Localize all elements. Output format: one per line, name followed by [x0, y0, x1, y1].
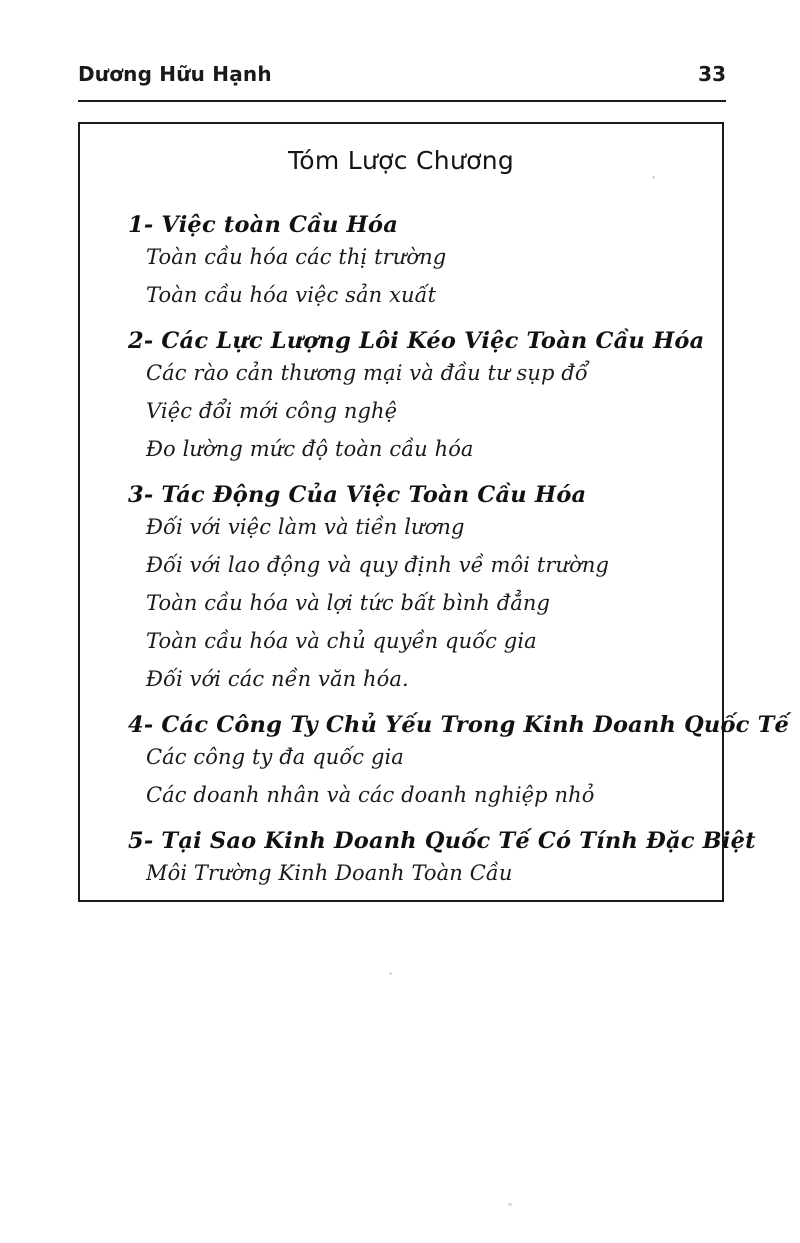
outline-item: Đo lường mức độ toàn cầu hóa — [146, 437, 474, 462]
outline-item: Môi Trường Kinh Doanh Toàn Cầu — [146, 861, 513, 886]
outline-item: Toàn cầu hóa việc sản xuất — [146, 283, 437, 308]
summary-title: Tóm Lược Chương — [287, 146, 515, 175]
scan-speckle — [389, 972, 392, 975]
outline-section-heading: 5- Tại Sao Kinh Doanh Quốc Tế Có Tính Đặc Biệt — [128, 828, 756, 855]
outline-section — [128, 212, 698, 312]
running-head-author: Dương Hữu Hạnh — [78, 62, 272, 86]
outline-section — [128, 816, 756, 890]
chapter-summary-box — [78, 122, 790, 902]
running-head — [78, 62, 726, 102]
scan-speckle — [652, 176, 655, 179]
outline-item: Các rào cản thương mại và đầu tư sụp đổ — [146, 361, 588, 386]
outline-section-heading: 2- Các Lực Lượng Lôi Kéo Việc Toàn Cầu Hóa — [128, 328, 705, 355]
outline-item: Toàn cầu hóa và chủ quyền quốc gia — [146, 629, 537, 654]
header-rule — [78, 100, 726, 102]
outline-item: Toàn cầu hóa các thị trường — [146, 245, 447, 269]
outline-section — [128, 700, 790, 812]
outline-item: Đối với việc làm và tiền lương — [146, 515, 465, 540]
outline-section-heading: 3- Tác Động Của Việc Toàn Cầu Hóa — [128, 482, 587, 509]
outline-section-heading: 4- Các Công Ty Chủ Yếu Trong Kinh Doanh Quốc Tế — [128, 712, 790, 739]
outline-item: Việc đổi mới công nghệ — [146, 399, 398, 424]
outline-item: Đối với lao động và quy định về môi trường — [146, 553, 610, 578]
outline-item: Các công ty đa quốc gia — [146, 745, 404, 770]
summary-outline — [128, 212, 790, 894]
outline-item: Các doanh nhân và các doanh nghiệp nhỏ — [146, 783, 595, 808]
page-number: 33 — [698, 62, 726, 86]
outline-section — [128, 316, 705, 466]
outline-item: Đối với các nền văn hóa. — [146, 667, 409, 692]
outline-section — [128, 470, 698, 696]
scan-speckle — [508, 1203, 512, 1206]
outline-item: Toàn cầu hóa và lợi tức bất bình đẳng — [146, 591, 551, 616]
outline-section-heading: 1- Việc toàn Cầu Hóa — [128, 212, 398, 238]
